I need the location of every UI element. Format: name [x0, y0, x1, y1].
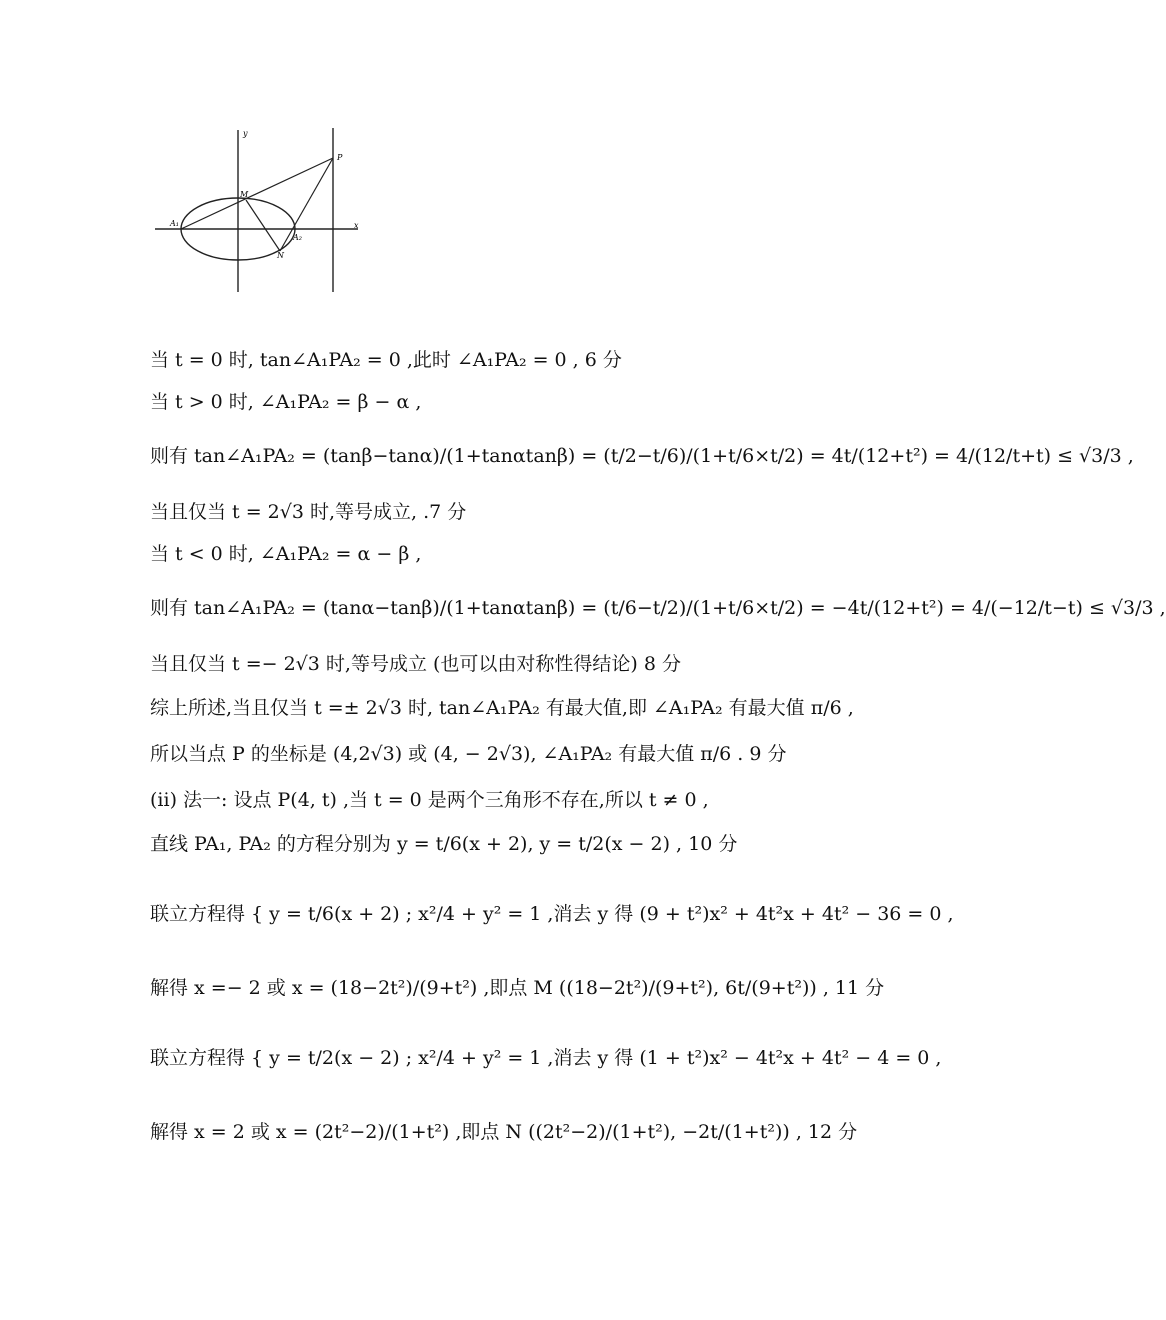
- ellipse-figure: [150, 120, 370, 300]
- text-line-1: 当 t = 0 时, tan∠A₁PA₂ = 0 ,此时 ∠A₁PA₂ = 0 , 6 分: [150, 349, 622, 371]
- text-line-4: 当且仅当 t = 2√3 时,等号成立, .7 分: [150, 501, 467, 523]
- text-line-13: 解得 x =− 2 或 x = (18−2t²)/(9+t²) ,即点 M ((18−2t²)/(9+t²), 6t/(9+t²)) , 11 分: [150, 977, 885, 999]
- text-line-3: 则有 tan∠A₁PA₂ = (tanβ−tanα)/(1+tanαtanβ) = (t/2−t/6)/(1+t/6×t/2) = 4t/(12+t²) = 4/(12/t+t) ≤ √3/3 ,: [150, 445, 1134, 467]
- text-line-15: 解得 x = 2 或 x = (2t²−2)/(1+t²) ,即点 N ((2t²−2)/(1+t²), −2t/(1+t²)) , 12 分: [150, 1121, 858, 1143]
- text-line-5: 当 t < 0 时, ∠A₁PA₂ = α − β ,: [150, 543, 422, 565]
- label-A2: A₂: [293, 233, 302, 242]
- label-x: x: [354, 221, 359, 230]
- text-line-14: 联立方程得 { y = t/2(x − 2) ; x²/4 + y² = 1 ,消去 y 得 (1 + t²)x² − 4t²x + 4t² − 4 = 0 ,: [150, 1047, 942, 1069]
- text-line-6: 则有 tan∠A₁PA₂ = (tanα−tanβ)/(1+tanαtanβ) = (t/6−t/2)/(1+t/6×t/2) = −4t/(12+t²) = 4/(−12/t−t) ≤ √3/3 ,: [150, 597, 1166, 619]
- text-line-9: 所以当点 P 的坐标是 (4,2√3) 或 (4, − 2√3), ∠A₁PA₂ 有最大值 π/6 . 9 分: [150, 743, 787, 765]
- text-line-12: 联立方程得 { y = t/6(x + 2) ; x²/4 + y² = 1 ,消去 y 得 (9 + t²)x² + 4t²x + 4t² − 36 = 0 ,: [150, 903, 954, 925]
- text-line-2: 当 t > 0 时, ∠A₁PA₂ = β − α ,: [150, 391, 422, 413]
- text-line-8: 综上所述,当且仅当 t =± 2√3 时, tan∠A₁PA₂ 有最大值,即 ∠A₁PA₂ 有最大值 π/6 ,: [150, 697, 854, 719]
- label-A1: A₁: [170, 219, 179, 228]
- label-M: M: [240, 190, 249, 199]
- text-line-10: (ii) 法一: 设点 P(4, t) ,当 t = 0 是两个三角形不存在,所以 t ≠ 0 ,: [150, 789, 709, 811]
- label-P: P: [337, 153, 343, 162]
- text-line-11: 直线 PA₁, PA₂ 的方程分别为 y = t/6(x + 2), y = t/2(x − 2) , 10 分: [150, 833, 738, 855]
- label-y: y: [243, 129, 248, 138]
- text-line-7: 当且仅当 t =− 2√3 时,等号成立 (也可以由对称性得结论) 8 分: [150, 653, 681, 675]
- label-N: N: [277, 251, 284, 260]
